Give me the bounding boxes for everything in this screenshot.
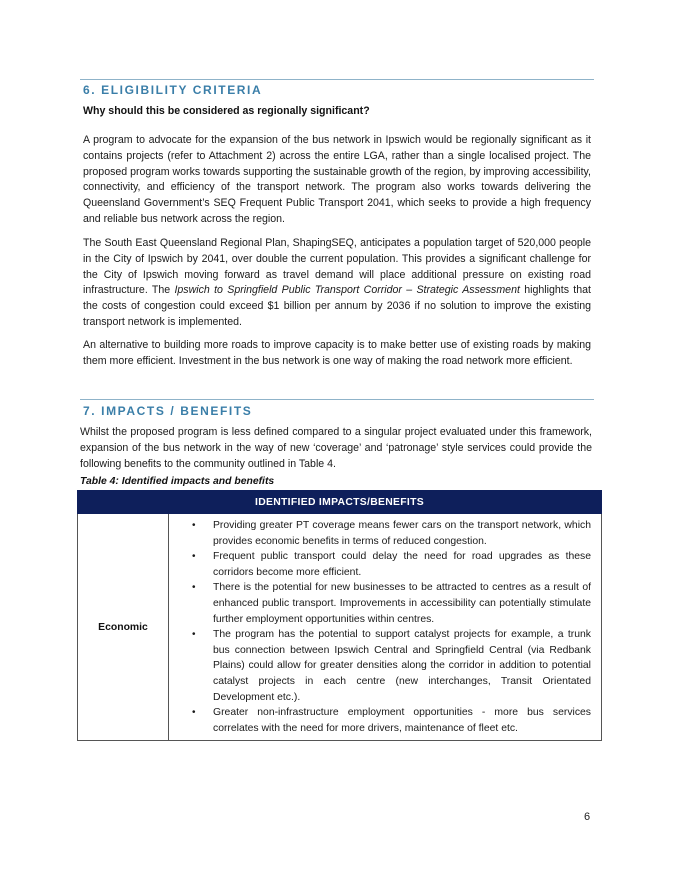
benefits-list	[169, 518, 591, 736]
benefits-cell	[169, 514, 602, 741]
section-7-heading: 7. IMPACTS / BENEFITS	[83, 404, 253, 418]
bullet-icon: •	[192, 629, 196, 641]
table-header: IDENTIFIED IMPACTS/BENEFITS	[78, 491, 602, 514]
table-row	[78, 514, 602, 741]
list-item	[169, 627, 591, 705]
section-6-paragraph-2	[83, 236, 591, 331]
section-6-paragraph-3: An alternative to building more roads to improve capacity is to make better use of existing roads by making them more efficient. Investment in the bus network is one way of making the road network more efficient.	[83, 339, 591, 367]
list-item-text: Providing greater PT coverage means fewer cars on the transport network, which provides economic benefits in terms of reduced congestion.	[213, 520, 591, 547]
category-cell-economic: Economic	[78, 514, 169, 741]
bullet-icon: •	[192, 707, 196, 719]
bullet-icon: •	[192, 582, 196, 594]
section-7-paragraph-1: Whilst the proposed program is less defined compared to a singular project evaluated under this framework, expansion of the bus network in the way of new ‘coverage’ and ‘patronage’ style services could provide the following benefits to the community outlined in Table 4.	[80, 426, 592, 470]
list-item	[169, 580, 591, 627]
list-item-text: The program has the potential to support catalyst projects for example, a trunk bus connection between Ipswich Central and Springfield Central (via Redbank Plains) could allow for greater densities along the corridor in addition to potential catalyst projects in each centre (new interchanges, Transit Orientated Development etc.).	[213, 629, 591, 703]
paragraph-2-start: The South East Queensland Regional Plan, ShapingSEQ, anticipates a population target of 520,000 people in the City of Ipswich by 2041, over double the current population. This provides a significant challenge for the City of Ipswich moving forward as travel demand will place additional pressure on existing road infrastructure. The	[83, 237, 591, 297]
bullet-icon: •	[192, 551, 196, 563]
paragraph-2-end: highlights that the costs of congestion could exceed $1 billion per annum by 2036 if no solution to improve the existing transport network is implemented.	[83, 284, 591, 328]
table-4-caption: Table 4: Identified impacts and benefits	[80, 476, 275, 487]
list-item-text: Greater non-infrastructure employment opportunities - more bus services correlates with the need for more drivers, maintenance of fleet etc.	[213, 707, 591, 734]
page-number: 6	[584, 811, 591, 823]
list-item-text: There is the potential for new businesses to be attracted to centres as a result of enhanced public transport. Improvements in accessibility can potentially stimulate further employment opportunities within centres.	[213, 582, 591, 625]
list-item	[169, 518, 591, 549]
table-header-row	[78, 491, 602, 514]
list-item-text: Frequent public transport could delay the need for road upgrades as these corridors become more efficient.	[213, 551, 591, 578]
section-6-rule	[80, 79, 594, 80]
bullet-icon: •	[192, 520, 196, 531]
section-6-paragraph-1: A program to advocate for the expansion of the bus network in Ipswich would be regionally significant as it contains projects (refer to Attachment 2) across the entire LGA, rather than a single localised project. The proposed program works towards supporting the sustainable growth of the region, by improving accessibility, connectivity, and efficiency of the transport network. The program also works towards delivering the Queensland Government’s SEQ Frequent Public Transport 2041, which seeks to provide a high frequency and reliable bus network across the region.	[83, 134, 591, 225]
section-6-heading: 6. ELIGIBILITY CRITERIA	[83, 83, 263, 97]
list-item	[169, 549, 591, 580]
list-item	[169, 705, 591, 736]
strategic-assessment-title: Ipswich to Springfield Public Transport Corridor – Strategic Assessment	[174, 284, 520, 297]
regional-significance-question: Why should this be considered as regionally significant?	[83, 105, 370, 117]
section-7-rule	[80, 399, 594, 400]
impacts-benefits-table	[77, 490, 602, 741]
